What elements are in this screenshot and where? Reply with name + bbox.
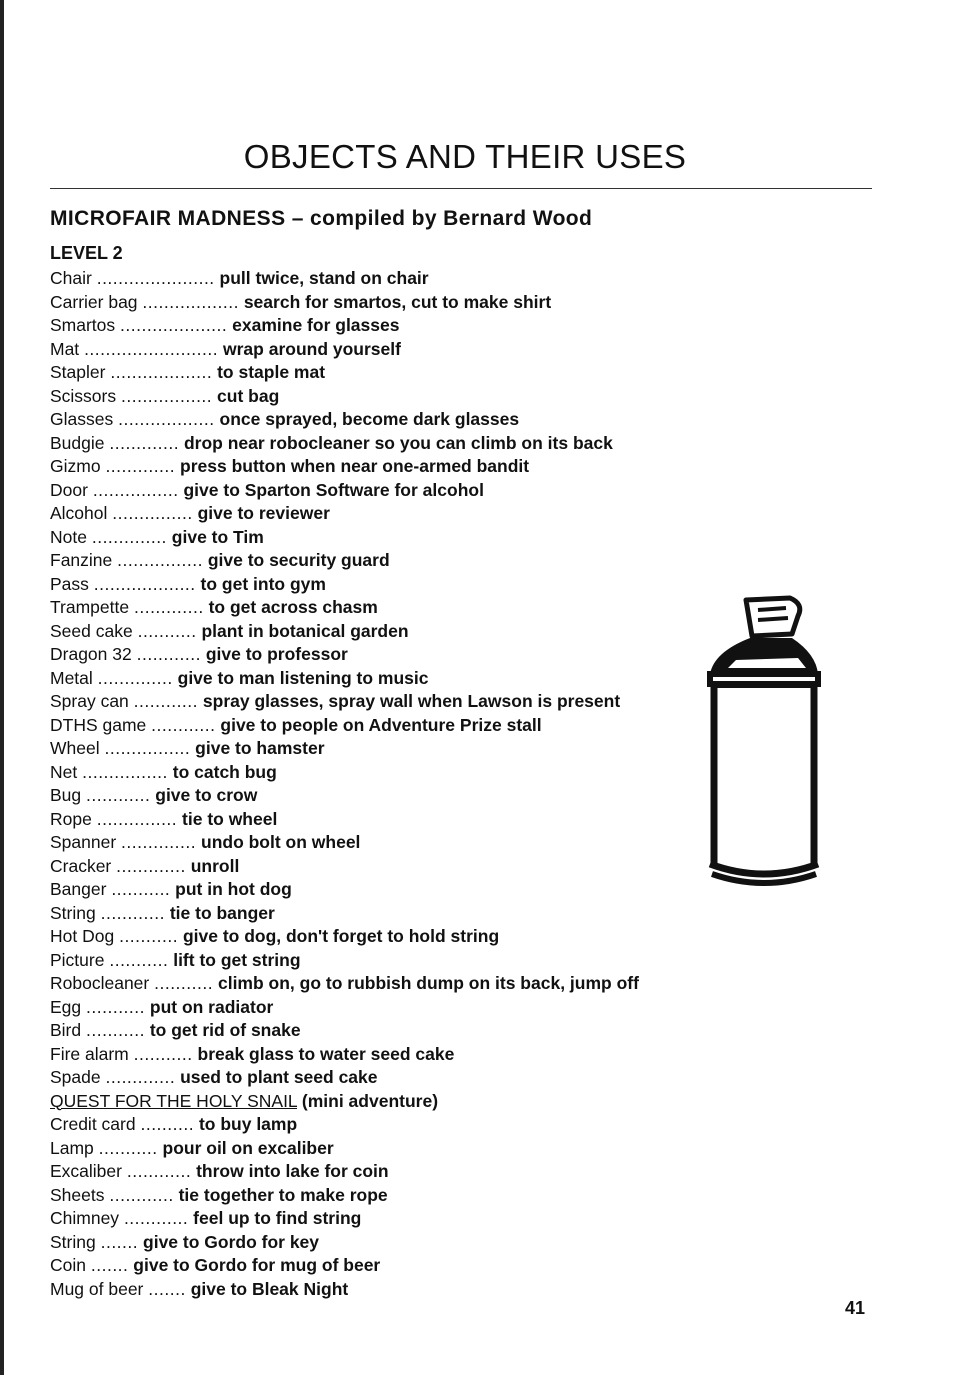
object-use: tie to wheel	[182, 808, 278, 829]
list-item	[50, 902, 639, 926]
object-use: climb on, go to rubbish dump on its back, jump off	[217, 973, 639, 993]
object-name: Fire alarm	[50, 1043, 129, 1064]
list-item	[50, 1184, 639, 1208]
list-item	[50, 455, 639, 479]
object-name: Excaliber	[50, 1161, 122, 1181]
leader-dots: ..................	[142, 291, 239, 312]
list-item	[50, 1231, 639, 1255]
object-name: Metal	[50, 667, 93, 688]
leader-dots: ..............	[97, 667, 173, 688]
list-item	[50, 573, 639, 597]
list-item	[50, 831, 639, 855]
object-name: DTHS game	[50, 714, 147, 735]
leader-dots: ..........	[140, 1114, 195, 1134]
leader-dots: .......	[148, 1278, 186, 1299]
object-name: Spray can	[50, 691, 129, 711]
object-use: spray glasses, spray wall when Lawson is present	[202, 691, 621, 711]
object-use: to staple mat	[217, 362, 326, 382]
leader-dots: ............	[151, 714, 216, 735]
object-name: Mug of beer	[50, 1278, 144, 1299]
object-name: Scissors	[50, 385, 117, 406]
object-use: unroll	[190, 855, 240, 876]
list-item	[50, 502, 639, 526]
object-name: Glasses	[50, 409, 114, 429]
object-name: Egg	[50, 996, 82, 1017]
leader-dots: .............	[116, 855, 186, 876]
list-item	[50, 1278, 639, 1302]
object-use: give to Gordo for key	[143, 1231, 320, 1252]
leader-dots: .........................	[84, 338, 219, 359]
object-use: give to crow	[155, 785, 258, 805]
object-use: once sprayed, become dark glasses	[219, 409, 520, 429]
object-name: Fanzine	[50, 550, 113, 570]
page-spine-edge	[0, 0, 4, 1375]
object-use: put on radiator	[149, 996, 274, 1017]
list-item	[50, 361, 639, 385]
list-item	[50, 737, 639, 761]
object-use: cut bag	[217, 385, 280, 406]
list-item	[50, 596, 639, 620]
leader-dots: ...........	[86, 1020, 145, 1040]
leader-dots: ...............	[112, 503, 193, 523]
object-use: to get rid of snake	[149, 1020, 301, 1040]
object-use: examine for glasses	[232, 315, 400, 335]
object-use: feel up to find string	[193, 1208, 362, 1228]
list-item	[50, 620, 639, 644]
object-use: give to Gordo for mug of beer	[133, 1255, 381, 1275]
leader-dots: .......	[100, 1231, 139, 1252]
leader-dots: ................	[82, 761, 168, 782]
mini-adventure-heading	[50, 1090, 639, 1114]
object-use: give to Bleak Night	[190, 1278, 349, 1299]
object-name: Mat	[50, 338, 80, 359]
object-name: Lamp	[50, 1137, 94, 1158]
leader-dots: ..............	[121, 832, 197, 852]
leader-dots: ............	[133, 691, 199, 711]
list-item	[50, 996, 639, 1020]
object-use: wrap around yourself	[223, 338, 401, 359]
list-item	[50, 1160, 639, 1184]
leader-dots: ............	[100, 902, 165, 923]
leader-dots: ......................	[96, 268, 215, 288]
leader-dots: ............	[136, 644, 201, 664]
object-name: Pass	[50, 573, 89, 594]
object-use: to get into gym	[200, 573, 326, 594]
object-use: plant in botanical garden	[201, 620, 409, 641]
list-item	[50, 1137, 639, 1161]
object-name: Budgie	[50, 432, 105, 453]
object-name: Banger	[50, 879, 107, 899]
leader-dots: ............	[123, 1208, 189, 1228]
object-name: Spanner	[50, 832, 117, 852]
leader-dots: .............	[105, 456, 176, 476]
object-use: to catch bug	[172, 761, 277, 782]
leader-dots: ...............	[96, 808, 178, 829]
mini-adventure-note: (mini adventure)	[301, 1090, 439, 1111]
object-use: lift to get string	[173, 949, 301, 970]
object-name: Dragon 32	[50, 644, 132, 664]
leader-dots: ...........	[154, 973, 214, 993]
list-item	[50, 338, 639, 362]
object-name: Net	[50, 761, 78, 782]
object-use: to get across chasm	[208, 597, 378, 617]
object-use: tie to banger	[169, 902, 275, 923]
object-name: Carrier bag	[50, 291, 138, 312]
list-item	[50, 690, 639, 714]
leader-dots: .............	[133, 597, 204, 617]
object-use: give to people on Adventure Prize stall	[220, 714, 542, 735]
leader-dots: ...........	[133, 1043, 193, 1064]
leader-dots: ..................	[118, 409, 215, 429]
leader-dots: ...................	[110, 362, 213, 382]
leader-dots: ............	[86, 785, 151, 805]
object-name: Seed cake	[50, 620, 133, 641]
leader-dots: ................	[92, 479, 179, 500]
list-item	[50, 1207, 639, 1231]
level-heading: LEVEL 2	[50, 243, 123, 263]
list-item	[50, 1254, 639, 1278]
leader-dots: ................	[104, 738, 191, 758]
object-use: throw into lake for coin	[196, 1161, 389, 1181]
list-item	[50, 972, 639, 996]
object-name: Chimney	[50, 1208, 120, 1228]
object-name: Cracker	[50, 855, 112, 876]
object-use: search for smartos, cut to make shirt	[243, 291, 552, 312]
object-use: give to hamster	[195, 738, 325, 758]
object-name: Picture	[50, 949, 105, 970]
list-item	[50, 408, 639, 432]
object-use: give to security guard	[207, 550, 390, 570]
list-item	[50, 949, 639, 973]
leader-dots: ...........	[98, 1137, 158, 1158]
object-name: Door	[50, 479, 88, 500]
mini-adventure-title: QUEST FOR THE HOLY SNAIL	[50, 1090, 298, 1111]
list-item	[50, 549, 639, 573]
list-item	[50, 385, 639, 409]
leader-dots: .................	[121, 385, 213, 406]
object-name: Stapler	[50, 362, 106, 382]
leader-dots: ...........	[111, 879, 171, 899]
list-item	[50, 855, 639, 879]
page-title: OBJECTS AND THEIR USES	[243, 138, 687, 175]
leader-dots: ...................	[93, 573, 196, 594]
leader-dots: ...........	[119, 926, 179, 946]
list-item	[50, 1019, 639, 1043]
object-use: give to Sparton Software for alcohol	[183, 479, 484, 500]
object-name: Gizmo	[50, 456, 101, 476]
object-use: give to man listening to music	[177, 667, 429, 688]
page-number: 41	[845, 1298, 866, 1318]
object-name: Sheets	[50, 1184, 105, 1205]
list-item	[50, 878, 639, 902]
list-item	[50, 291, 639, 315]
object-use: used to plant seed cake	[180, 1067, 378, 1087]
object-use: put in hot dog	[175, 879, 292, 899]
list-item	[50, 808, 639, 832]
list-item	[50, 526, 639, 550]
list-item	[50, 314, 639, 338]
leader-dots: ................	[117, 550, 203, 570]
leader-dots: .............	[109, 432, 180, 453]
object-name: Trampette	[50, 597, 130, 617]
object-name: Chair	[50, 268, 92, 288]
list-item	[50, 667, 639, 691]
object-use: to buy lamp	[198, 1114, 298, 1134]
object-use: pour oil on excaliber	[162, 1137, 334, 1158]
object-name: Bird	[50, 1020, 82, 1040]
list-item	[50, 432, 639, 456]
spray-can-icon	[706, 594, 822, 894]
object-name: Credit card	[50, 1114, 136, 1134]
object-use: give to professor	[205, 644, 348, 664]
object-name: Rope	[50, 808, 92, 829]
title-divider	[50, 188, 872, 189]
objects-list	[50, 267, 639, 1301]
leader-dots: .......	[90, 1255, 129, 1275]
object-name: Hot Dog	[50, 926, 115, 946]
list-item	[50, 925, 639, 949]
object-name: Robocleaner	[50, 973, 150, 993]
leader-dots: ..............	[91, 526, 167, 547]
leader-dots: ....................	[120, 315, 228, 335]
object-use: press button when near one-armed bandit	[180, 456, 530, 476]
object-use: give to Tim	[171, 526, 264, 547]
object-use: give to reviewer	[197, 503, 330, 523]
object-name: Bug	[50, 785, 82, 805]
leader-dots: .............	[105, 1067, 176, 1087]
object-use: pull twice, stand on chair	[219, 268, 429, 288]
object-use: tie together to make rope	[178, 1184, 388, 1205]
object-name: Coin	[50, 1255, 86, 1275]
list-item	[50, 1113, 639, 1137]
leader-dots: ............	[126, 1161, 192, 1181]
list-item	[50, 784, 639, 808]
object-use: undo bolt on wheel	[201, 832, 361, 852]
list-item	[50, 761, 639, 785]
object-name: Note	[50, 526, 87, 547]
object-name: String	[50, 1231, 96, 1252]
list-item	[50, 479, 639, 503]
object-use: drop near robocleaner so you can climb on its back	[183, 432, 613, 453]
object-name: Alcohol	[50, 503, 108, 523]
section-subtitle: MICROFAIR MADNESS – compiled by Bernard Wood	[50, 207, 593, 230]
list-item	[50, 267, 639, 291]
leader-dots: ...........	[109, 949, 169, 970]
list-item	[50, 643, 639, 667]
leader-dots: ............	[109, 1184, 174, 1205]
list-item	[50, 1066, 639, 1090]
object-use: break glass to water seed cake	[197, 1043, 455, 1064]
list-item	[50, 1043, 639, 1067]
object-name: Spade	[50, 1067, 101, 1087]
object-name: Smartos	[50, 315, 116, 335]
leader-dots: ...........	[86, 996, 145, 1017]
object-name: String	[50, 902, 96, 923]
list-item	[50, 714, 639, 738]
object-name: Wheel	[50, 738, 100, 758]
object-use: give to dog, don't forget to hold string	[182, 926, 500, 946]
leader-dots: ...........	[137, 620, 197, 641]
